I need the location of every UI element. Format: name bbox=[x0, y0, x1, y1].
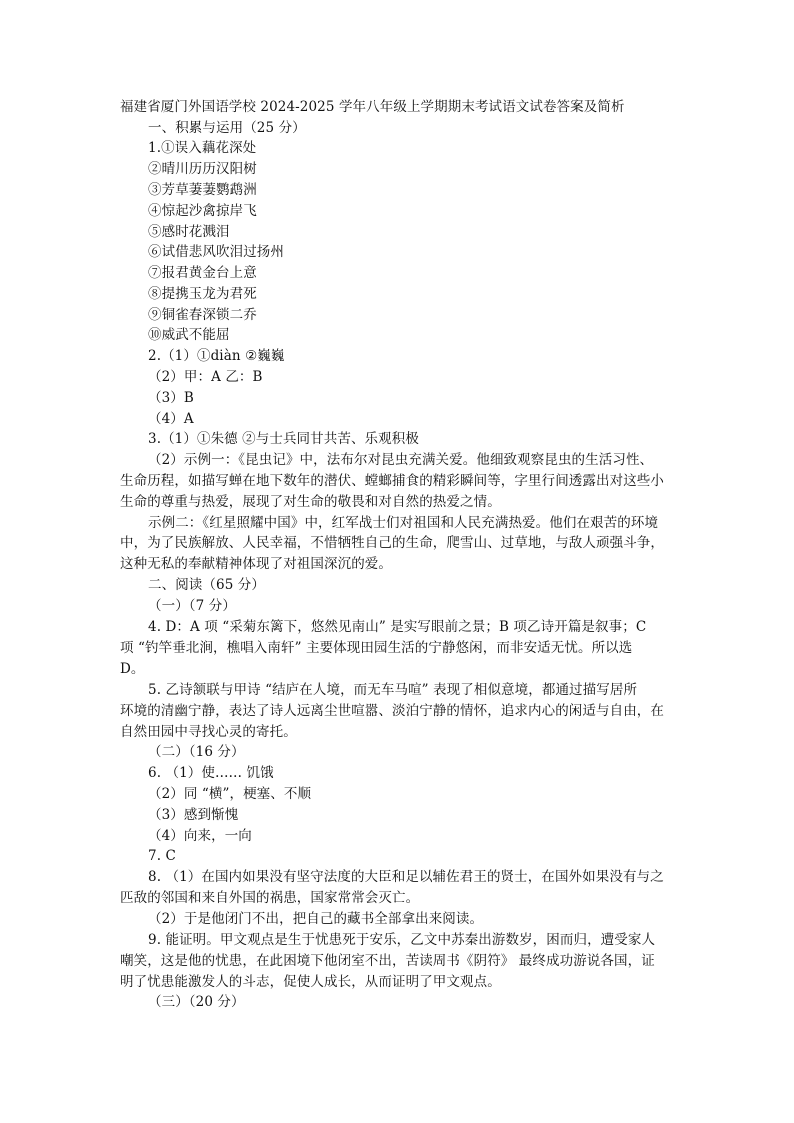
answer-line: ⑦报君黄金台上意 bbox=[148, 265, 257, 281]
answer-line: ⑥试借悲风吹泪过扬州 bbox=[148, 244, 284, 260]
answer-line: 1.①误入藕花深处 bbox=[148, 140, 257, 156]
paragraph-line: 中，为了民族解放、人民幸福，不惜牺牲自己的生命，爬雪山、过草地，与敌人顽强斗争， bbox=[120, 535, 664, 551]
answer-line: ⑩威武不能屈 bbox=[148, 327, 230, 343]
answer-line: （3）感到惭愧 bbox=[148, 807, 239, 823]
paragraph-line: 匹敌的邻国和来自外国的祸患，国家常常会灭亡。 bbox=[120, 890, 420, 906]
paragraph-line: 环境的清幽宁静，表达了诗人远离尘世喧嚣、淡泊宁静的情怀，追求内心的闲适与自由，在 bbox=[120, 703, 664, 719]
answer-line: （2）于是他闭门不出，把自己的藏书全部拿出来阅读。 bbox=[148, 911, 484, 927]
answer-line: 3.（1）①朱德 ②与士兵同甘共苦、乐观积极 bbox=[148, 431, 419, 447]
paragraph-line: 嘲笑，这是他的忧患，在此困境下他闭室不出，苦读周书《阴符》 最终成功游说各国，证 bbox=[120, 953, 655, 969]
paragraph-line: 4. D：A 项 “采菊东篱下，悠然见南山” 是实写眼前之景；B 项乙诗开篇是叙事；C bbox=[148, 619, 647, 635]
document-title: 福建省厦门外国语学校 2024-2025 学年八年级上学期期末考试语文试卷答案及简析 bbox=[120, 99, 625, 115]
paragraph-line: 明了忧患能激发人的斗志，促使人成长，从而证明了甲文观点。 bbox=[120, 974, 501, 990]
part-heading: （二）（16 分） bbox=[148, 744, 245, 760]
paragraph-line: 8. （1）在国内如果没有坚守法度的大臣和足以辅佐君王的贤士，在国外如果没有与之 bbox=[148, 869, 664, 885]
answer-line: （3）B bbox=[148, 390, 194, 406]
answer-line: 2.（1）①diàn ②巍巍 bbox=[148, 348, 285, 364]
answer-line: （2）同 “横”，梗塞、不顺 bbox=[148, 786, 312, 802]
paragraph-line: 示例二：《红星照耀中国》中，红军战士们对祖国和人民充满热爱。他们在艰苦的环境 bbox=[148, 515, 659, 531]
section-heading-accumulation: 一、积累与运用（25 分） bbox=[148, 120, 306, 136]
paragraph-line: （2）示例一：《昆虫记》中，法布尔对昆虫充满关爱。他细致观察昆虫的生活习性、 bbox=[148, 452, 654, 468]
paragraph-line: 生命历程，如描写蝉在地下数年的潜伏、螳螂捕食的精彩瞬间等，字里行间透露出对这些小 bbox=[120, 473, 664, 489]
answer-line: ⑧提携玉龙为君死 bbox=[148, 286, 257, 302]
answer-line: 6. （1）使…… 饥饿 bbox=[148, 765, 274, 781]
answer-line: ⑤感时花溅泪 bbox=[148, 224, 230, 240]
paragraph-line: 自然田园中寻找心灵的寄托。 bbox=[120, 724, 297, 740]
answer-line: （4）A bbox=[148, 411, 194, 427]
paragraph-line: 9. 能证明。甲文观点是生于忧患死于安乐，乙文中苏秦出游数岁，困而归，遭受家人 bbox=[148, 932, 656, 948]
paragraph-line: 项 “钓竿垂北涧，樵唱入南轩” 主要体现田园生活的宁静悠闲，而非安适无忧。所以选 bbox=[120, 640, 633, 656]
part-heading: （三）（20 分） bbox=[148, 994, 245, 1010]
answer-line: ④惊起沙禽掠岸飞 bbox=[148, 203, 257, 219]
answer-line: ⑨铜雀春深锁二乔 bbox=[148, 307, 257, 323]
answer-line: 7. C bbox=[148, 848, 176, 864]
paragraph-line: 生命的尊重与热爱，展现了对生命的敬畏和对自然的热爱之情。 bbox=[120, 494, 501, 510]
answer-line: ②晴川历历汉阳树 bbox=[148, 161, 257, 177]
answer-line: （2）甲：A 乙：B bbox=[148, 369, 263, 385]
section-heading-reading: 二、阅读（65 分） bbox=[148, 577, 265, 593]
answer-line: （4）向来，一向 bbox=[148, 828, 252, 844]
paragraph-line: 5. 乙诗颔联与甲诗 “结庐在人境，而无车马喧” 表现了相似意境，都通过描写居所 bbox=[148, 682, 638, 698]
answer-line: ③芳草萋萋鹦鹉洲 bbox=[148, 182, 257, 198]
paragraph-line: 这种无私的奉献精神体现了对祖国深沉的爱。 bbox=[120, 556, 392, 572]
part-heading: （一）（7 分） bbox=[148, 598, 236, 614]
paragraph-line: D。 bbox=[120, 661, 145, 677]
